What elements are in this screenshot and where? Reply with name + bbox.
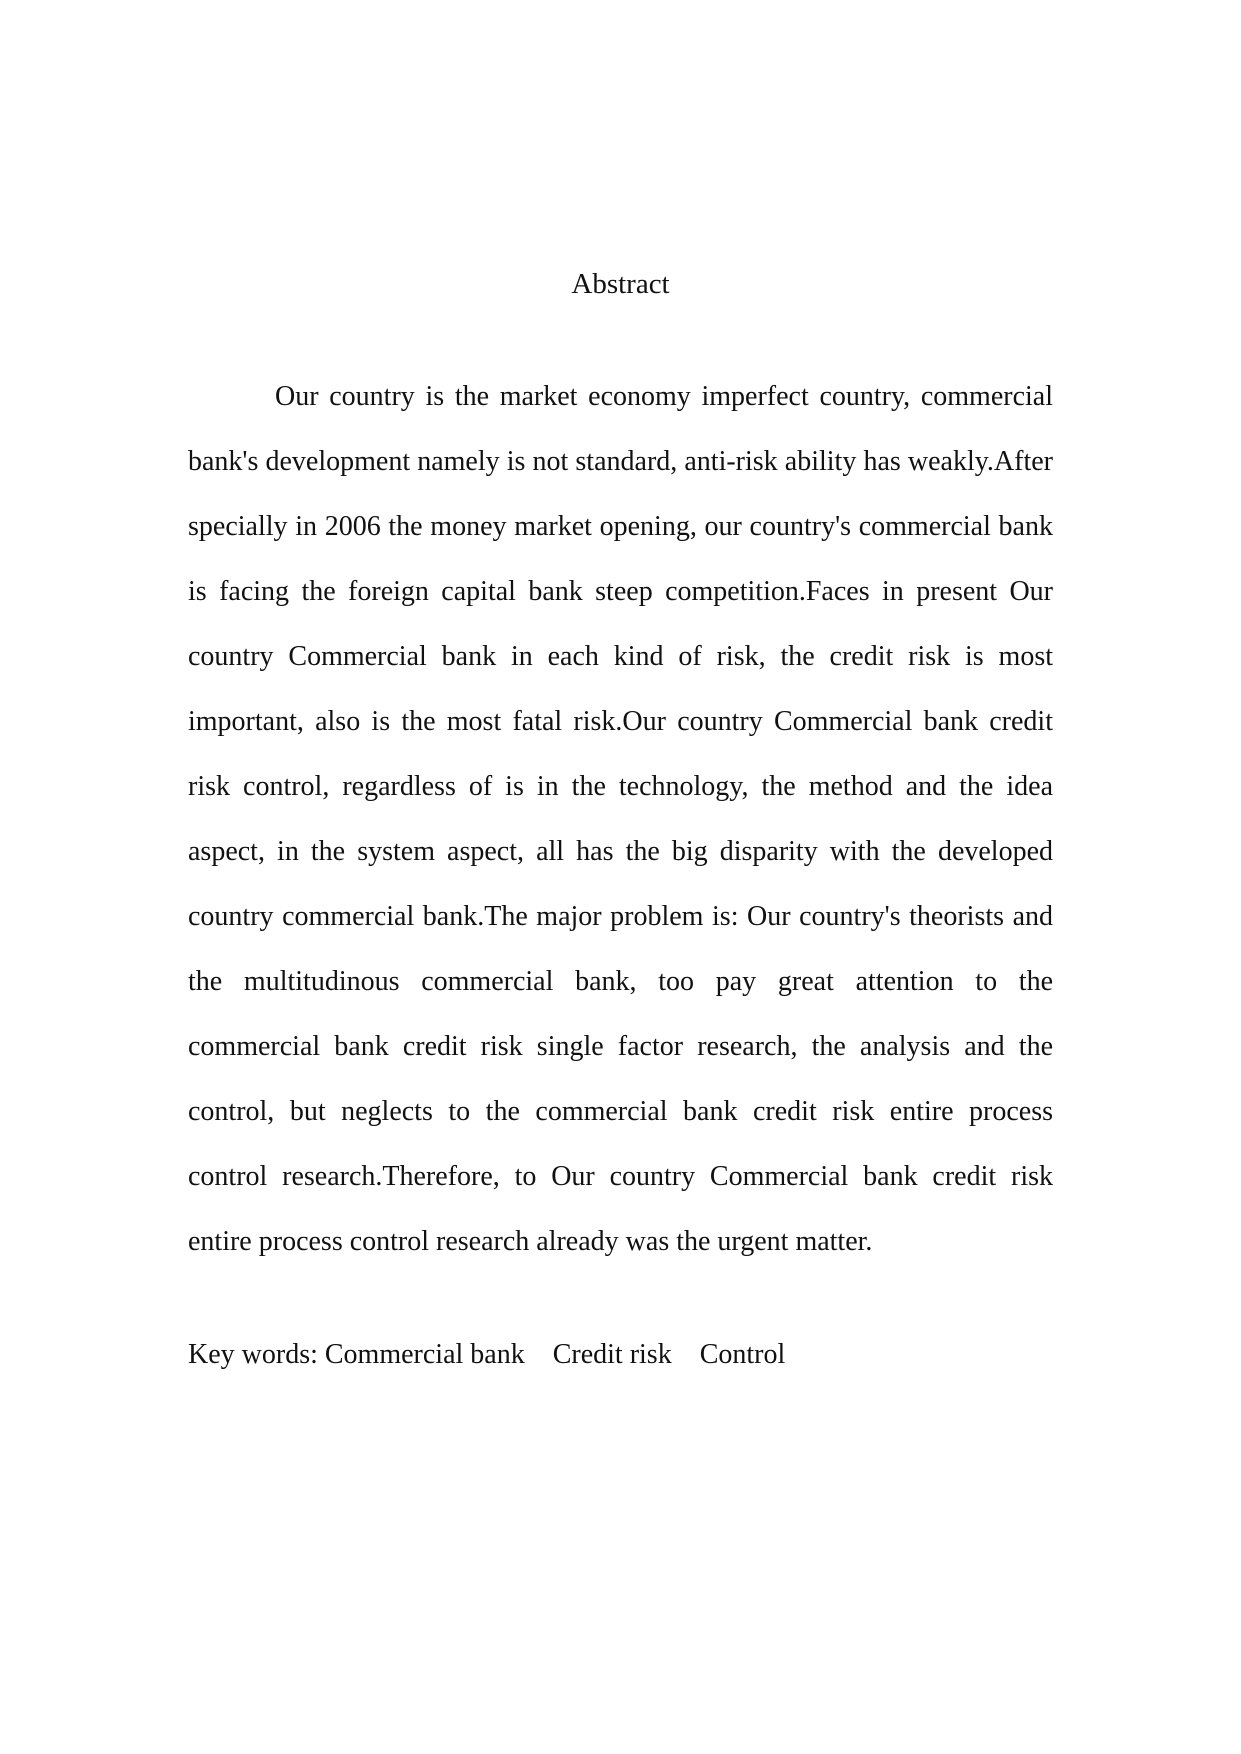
abstract-paragraph: Our country is the market economy imperfect country, commercial bank's development namely is not standard, anti-risk ability has weakly.After specially in 2006 the money market opening, our country's commercial bank is facing the foreign capital bank steep competition.Faces in present Our country Commercial bank in each kind of risk, the credit risk is most important, also is the most fatal risk.Our country Commercial bank credit risk control, regardless of is in the technology, the method and the idea aspect, in the system aspect, all has the big disparity with the developed country commercial bank.The major problem is: Our country's theorists and the multitudinous commercial bank, too pay great attention to the commercial bank credit risk single factor research, the analysis and the control, but neglects to the commercial bank credit risk entire process control research.Therefore, to Our country Commercial bank credit risk entire process control research already was the urgent matter. — [188, 381, 1053, 1257]
keywords-label: Key words: — [188, 1339, 318, 1370]
page-title: Abstract — [571, 268, 670, 300]
keyword-2: Credit risk — [552, 1339, 672, 1370]
keyword-1: Commercial bank — [324, 1339, 525, 1370]
keywords-line — [188, 1335, 1053, 1375]
keyword-3: Control — [699, 1339, 786, 1370]
